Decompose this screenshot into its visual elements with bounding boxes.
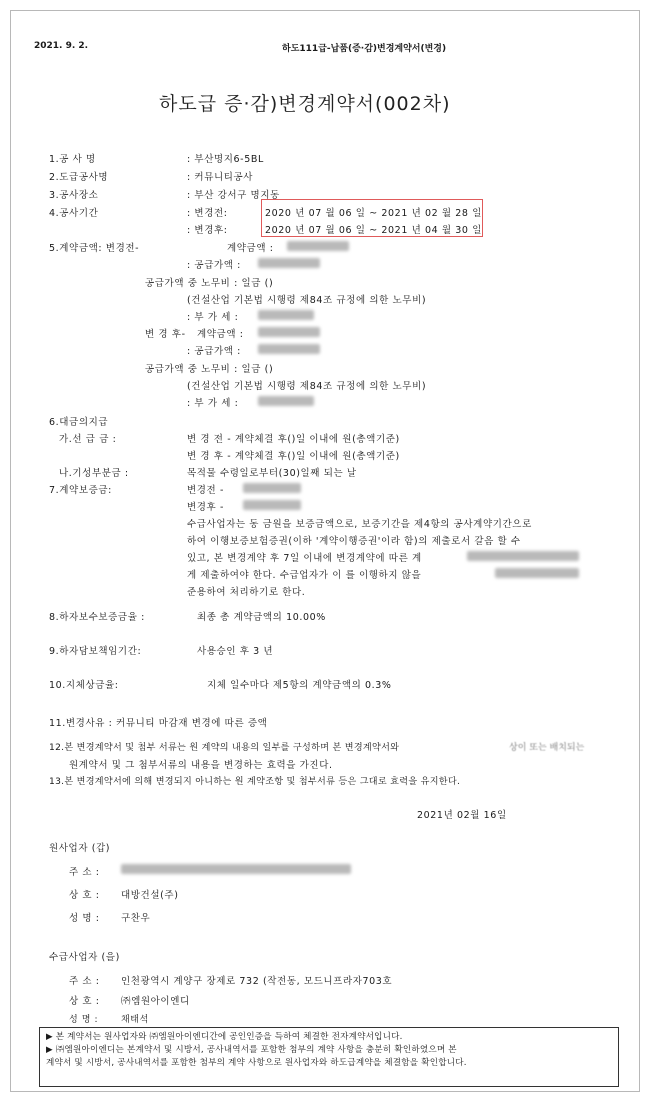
item-9-value: 사용승인 후 3 년 <box>197 646 274 657</box>
item-9-label: 9.하자담보책임기간: <box>49 646 142 657</box>
item-6-a-after: 변 경 후 - 계약체결 후()일 이내에 원(총액기준) <box>187 451 400 462</box>
item-5-vat-label: : 부 가 세 : <box>187 312 239 323</box>
item-5-after-label: 변 경 후- <box>145 329 186 340</box>
item-5-after-labor-note: (건설산업 기본법 시행령 제84조 규정에 의한 노무비) <box>187 381 427 392</box>
subcontractor-address-label: 주 소 : <box>69 976 100 987</box>
e-contract-notice <box>39 1027 619 1087</box>
item-5-after-vat: : 부 가 세 : <box>187 398 239 409</box>
item-4-after-value: 2020 년 07 월 06 일 ~ 2021 년 04 월 30 일 <box>265 225 482 236</box>
contract-page <box>10 10 640 1092</box>
redacted-amount <box>258 327 320 337</box>
subcontractor-address: 인천광역시 계양구 장제로 732 (작전동, 모드니프라자703호 <box>121 976 393 987</box>
redacted-amount <box>258 396 314 406</box>
item-2-value: : 커뮤니티공사 <box>187 172 254 183</box>
item-5-label: 5.계약금액: 변경전- <box>49 243 140 254</box>
contractor-name: 대방건설(주) <box>121 890 179 901</box>
item-7-label: 7.계약보증금: <box>49 485 112 496</box>
item-11: 11.변경사유 : 커뮤니티 마감재 변경에 따른 증액 <box>49 718 268 729</box>
item-5-after-supply: : 공급가액 : <box>187 346 241 357</box>
subcontractor-rep: 채태석 <box>121 1015 149 1025</box>
item-4-after-label: : 변경후: <box>187 225 228 236</box>
item-7-before: 변경전 - <box>187 485 224 496</box>
redacted-address <box>121 864 351 874</box>
item-3-label: 3.공사장소 <box>49 190 99 201</box>
redacted-amount <box>243 483 301 493</box>
item-5-labor-label: 공급가액 중 노무비 : 일금 () <box>145 278 274 289</box>
header-doc-label: 하도111급-납품(증·감)변경계약서(변경) <box>282 44 447 54</box>
item-6-a-before: 변 경 전 - 계약체결 후()일 이내에 원(총액기준) <box>187 434 400 445</box>
item-8-label: 8.하자보수보증금율 : <box>49 612 145 623</box>
contractor-rep: 구찬우 <box>121 913 151 924</box>
item-7-para-1: 수급사업자는 동 금원을 보증금액으로, 보증기간을 제4항의 공사계약기간으로 <box>187 519 532 530</box>
item-10-value: 지체 일수마다 제5항의 계약금액의 0.3% <box>207 680 392 691</box>
notice-line-2: ▶ ㈜엠원아이엔디는 본계약서 및 시방서, 공사내역서를 포함한 첨부의 계약 사항을 충분히 확인하였으며 본 <box>46 1045 457 1055</box>
item-6-b-label: 나.기성부분금 : <box>59 468 129 479</box>
contractor-address-label: 주 소 : <box>69 867 100 878</box>
item-5-after-labor: 공급가액 중 노무비 : 일금 () <box>145 364 274 375</box>
item-3-value: : 부산 강서구 명지동 <box>187 190 280 201</box>
document-title: 하도급 증·감)변경계약서(002차) <box>159 93 451 115</box>
subcontractor-heading: 수급사업자 (을) <box>49 952 120 963</box>
item-12-line-2: 원계약서 및 그 첨부서류의 내용을 변경하는 효력을 가진다. <box>69 760 333 771</box>
redacted-amount <box>258 258 320 268</box>
notice-line-3: 계약서 및 시방서, 공사내역서를 포함한 첨부의 계약 사항으로 원사업자와 하도급계약을 체결함을 확인합니다. <box>46 1058 467 1068</box>
item-5-labor-note: (건설산업 기본법 시행령 제84조 규정에 의한 노무비) <box>187 295 427 306</box>
item-1-value: : 부산명지6-5BL <box>187 154 264 165</box>
item-7-para-3: 있고, 본 변경계약 후 7일 이내에 변경계약에 따른 계 <box>187 553 422 564</box>
subcontractor-name-label: 상 호 : <box>69 996 100 1007</box>
item-5-after-contract: 계약금액 : <box>197 329 244 340</box>
item-7-para-2: 하여 이행보증보험증권(이하 '계약이행증권'이라 함)의 제출로서 갈음 할 수 <box>187 536 521 547</box>
item-13: 13.본 변경계약서에 의해 변경되지 아니하는 원 계약조항 및 첨부서류 등은 그대로 효력을 유지한다. <box>49 777 461 787</box>
redacted-amount <box>258 344 320 354</box>
notice-line-1: ▶ 본 계약서는 원사업자와 ㈜엠원아이엔디간에 공인인증을 득하여 체결한 전자계약서입니다. <box>46 1032 403 1042</box>
item-7-para-5: 준용하여 처리하기로 한다. <box>187 587 306 598</box>
item-8-value: 최종 총 계약금액의 10.00% <box>197 612 326 623</box>
redacted-text <box>495 568 579 578</box>
item-5-contract-label: 계약금액 : <box>227 243 274 254</box>
redacted-amount <box>243 500 301 510</box>
redacted-text <box>467 551 579 561</box>
item-12-line-1-tail: 상이 또는 배치되는 <box>509 743 585 753</box>
item-10-label: 10.지체상금율: <box>49 680 119 691</box>
item-6-b-value: 목적물 수령일로부터(30)일째 되는 날 <box>187 468 357 479</box>
item-12-line-1: 12.본 변경계약서 및 첨부 서류는 원 계약의 내용의 일부를 구성하며 본 변경계약서와 <box>49 743 400 753</box>
redacted-amount <box>258 310 314 320</box>
item-1-label: 1.공 사 명 <box>49 154 96 165</box>
subcontractor-rep-label: 성 명 : <box>69 1015 99 1025</box>
contractor-rep-label: 성 명 : <box>69 913 100 924</box>
sign-date: 2021년 02월 16일 <box>417 810 507 821</box>
period-highlight-box <box>261 199 483 237</box>
header-date: 2021. 9. 2. <box>34 41 89 51</box>
item-2-label: 2.도급공사명 <box>49 172 109 183</box>
item-4-label: 4.공사기간 <box>49 208 99 219</box>
item-5-supply-label: : 공급가액 : <box>187 260 241 271</box>
item-6-a-label: 가.선 급 금 : <box>59 434 117 445</box>
item-7-after: 변경후 - <box>187 502 224 513</box>
subcontractor-name: ㈜엠원아이엔디 <box>121 996 190 1007</box>
contractor-heading: 원사업자 (갑) <box>49 843 111 854</box>
item-4-before-value: 2020 년 07 월 06 일 ~ 2021 년 02 월 28 일 <box>265 208 482 219</box>
item-7-para-4: 게 제출하여야 한다. 수급업자가 이 를 이행하지 않을 <box>187 570 422 581</box>
item-4-before-label: : 변경전: <box>187 208 228 219</box>
item-6-label: 6.대금의지급 <box>49 417 109 428</box>
redacted-amount <box>287 241 349 251</box>
contractor-name-label: 상 호 : <box>69 890 100 901</box>
